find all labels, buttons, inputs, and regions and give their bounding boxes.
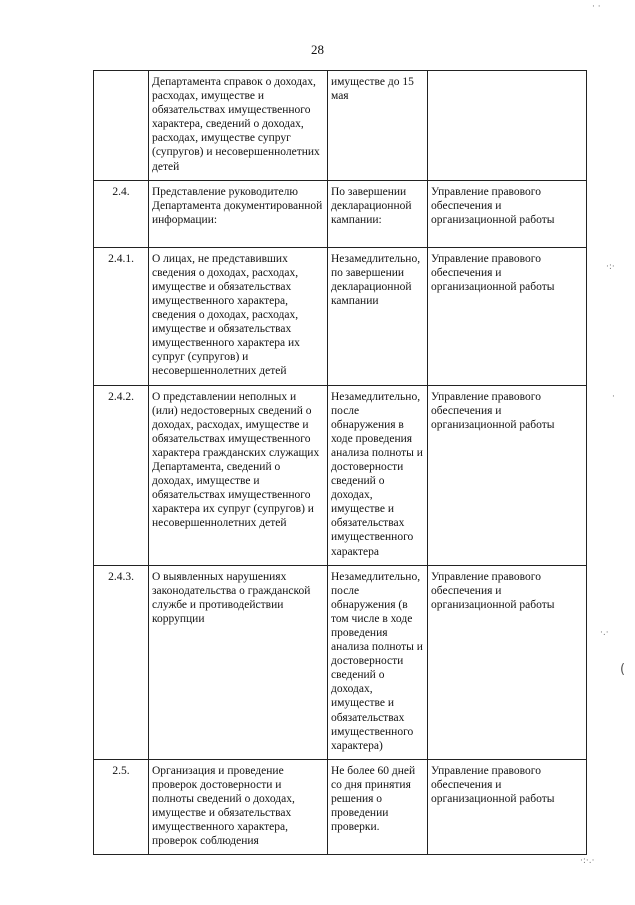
row-responsible: Управление правового обеспечения и организационной работы: [428, 385, 587, 565]
scan-artifact: · ·: [592, 2, 601, 12]
row-responsible: Управление правового обеспечения и организационной работы: [428, 565, 587, 759]
row-responsible: Управление правового обеспечения и организационной работы: [428, 180, 587, 247]
row-term: Незамедлительно, после обнаружения (в том числе в ходе проведения анализа полноты и достоверности сведений о доходах, имуществе и обязательствах имущественного характера): [328, 565, 428, 759]
row-responsible: Управление правового обеспечения и организационной работы: [428, 759, 587, 855]
row-number: 2.4.2.: [94, 385, 149, 565]
row-term: По завершении декларационной кампании:: [328, 180, 428, 247]
row-description: Департамента справок о доходах, расходах, имуществе и обязательствах имущественного характера, сведений о доходах, расходах, имуществе супруг (супругов) и несовершеннолетних детей: [149, 71, 328, 181]
row-number: 2.4.: [94, 180, 149, 247]
row-term: Незамедлительно, по завершении декларационной кампании: [328, 247, 428, 385]
row-description: Организация и проведение проверок достоверности и полноты сведений о доходах, имуществе и обязательствах имущественного характера, проверок соблюдения: [149, 759, 328, 855]
row-number: 2.4.3.: [94, 565, 149, 759]
row-description: О лицах, не представивших сведения о доходах, расходах, имуществе и обязательствах имущественного характера, сведения о доходах, расходах, имуществе и обязательствах имущественного характера их супруг (супругов) и несовершеннолетних детей: [149, 247, 328, 385]
row-number: [94, 71, 149, 181]
row-term: имуществе до 15 мая: [328, 71, 428, 181]
table-row: [94, 565, 587, 759]
row-responsible: Управление правового обеспечения и организационной работы: [428, 247, 587, 385]
row-number: 2.5.: [94, 759, 149, 855]
row-responsible: [428, 71, 587, 181]
row-term: Незамедлительно, после обнаружения в ходе проведения анализа полноты и достоверности сведений о доходах, имуществе и обязательствах имущественного характера: [328, 385, 428, 565]
scan-artifact: ·: [612, 392, 615, 402]
scan-artifact: ·.·: [600, 628, 609, 638]
table-row: [94, 385, 587, 565]
row-description: О выявленных нарушениях законодательства о гражданской службе и противодействии коррупции: [149, 565, 328, 759]
table-row: [94, 71, 587, 181]
scan-artifact: (: [620, 662, 626, 677]
scan-artifact: ·:·.·: [580, 856, 595, 866]
row-number: 2.4.1.: [94, 247, 149, 385]
table-row: [94, 247, 587, 385]
page-number: 28: [311, 42, 324, 57]
row-term: Не более 60 дней со дня принятия решения о проведении проверки.: [328, 759, 428, 855]
row-description: Представление руководителю Департамента документированной информации:: [149, 180, 328, 247]
scan-artifact: ·:·: [606, 262, 615, 272]
table-row: [94, 180, 587, 247]
row-description: О представлении неполных и (или) недостоверных сведений о доходах, расходах, имуществе и обязательствах имущественного характера гражданских служащих Департамента, сведений о доходах, имуществе и обязательствах имущественного характера их супруг (супругов) и несовершеннолетних детей: [149, 385, 328, 565]
plan-table: [93, 70, 587, 855]
table-row: [94, 759, 587, 855]
